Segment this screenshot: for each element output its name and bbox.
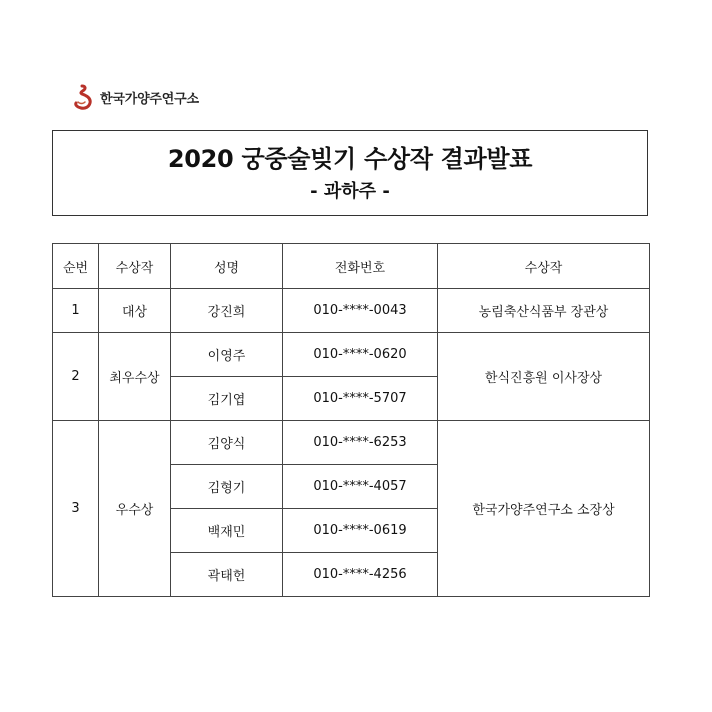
phone-cell: 010-****-4057: [283, 465, 438, 509]
page-subtitle: - 과하주 -: [310, 181, 390, 202]
name-cell: 곽태헌: [171, 553, 283, 597]
award-cell: 대상: [99, 289, 171, 333]
phone-cell: 010-****-0043: [283, 289, 438, 333]
rank-cell: 1: [53, 289, 99, 333]
page-title: 2020 궁중술빚기 수상작 결과발표: [167, 145, 533, 173]
table-header-row: [53, 244, 650, 289]
rank-cell: 3: [53, 421, 99, 597]
header-name: 성명: [171, 244, 283, 289]
name-cell: 강진희: [171, 289, 283, 333]
name-cell: 김기엽: [171, 377, 283, 421]
name-cell: 백재민: [171, 509, 283, 553]
header-award: 수상작: [99, 244, 171, 289]
header-rank: 순번: [53, 244, 99, 289]
rank-cell: 2: [53, 333, 99, 421]
header-prize: 수상작: [438, 244, 650, 289]
table-row: [53, 289, 650, 333]
table-row: [53, 333, 650, 377]
name-cell: 김양식: [171, 421, 283, 465]
prize-cell: 한국가양주연구소 소장상: [438, 421, 650, 597]
name-cell: 김형기: [171, 465, 283, 509]
gourd-bottle-icon: [72, 84, 94, 110]
phone-cell: 010-****-4256: [283, 553, 438, 597]
results-table: [52, 243, 650, 597]
award-cell: 최우수상: [99, 333, 171, 421]
title-box: [52, 130, 648, 216]
prize-cell: 한식진흥원 이사장상: [438, 333, 650, 421]
award-cell: 우수상: [99, 421, 171, 597]
logo-text: 한국가양주연구소: [100, 91, 199, 107]
phone-cell: 010-****-0620: [283, 333, 438, 377]
institute-logo: [72, 84, 199, 110]
phone-cell: 010-****-0619: [283, 509, 438, 553]
phone-cell: 010-****-5707: [283, 377, 438, 421]
header-phone: 전화번호: [283, 244, 438, 289]
table-row: [53, 421, 650, 465]
phone-cell: 010-****-6253: [283, 421, 438, 465]
name-cell: 이영주: [171, 333, 283, 377]
prize-cell: 농림축산식품부 장관상: [438, 289, 650, 333]
